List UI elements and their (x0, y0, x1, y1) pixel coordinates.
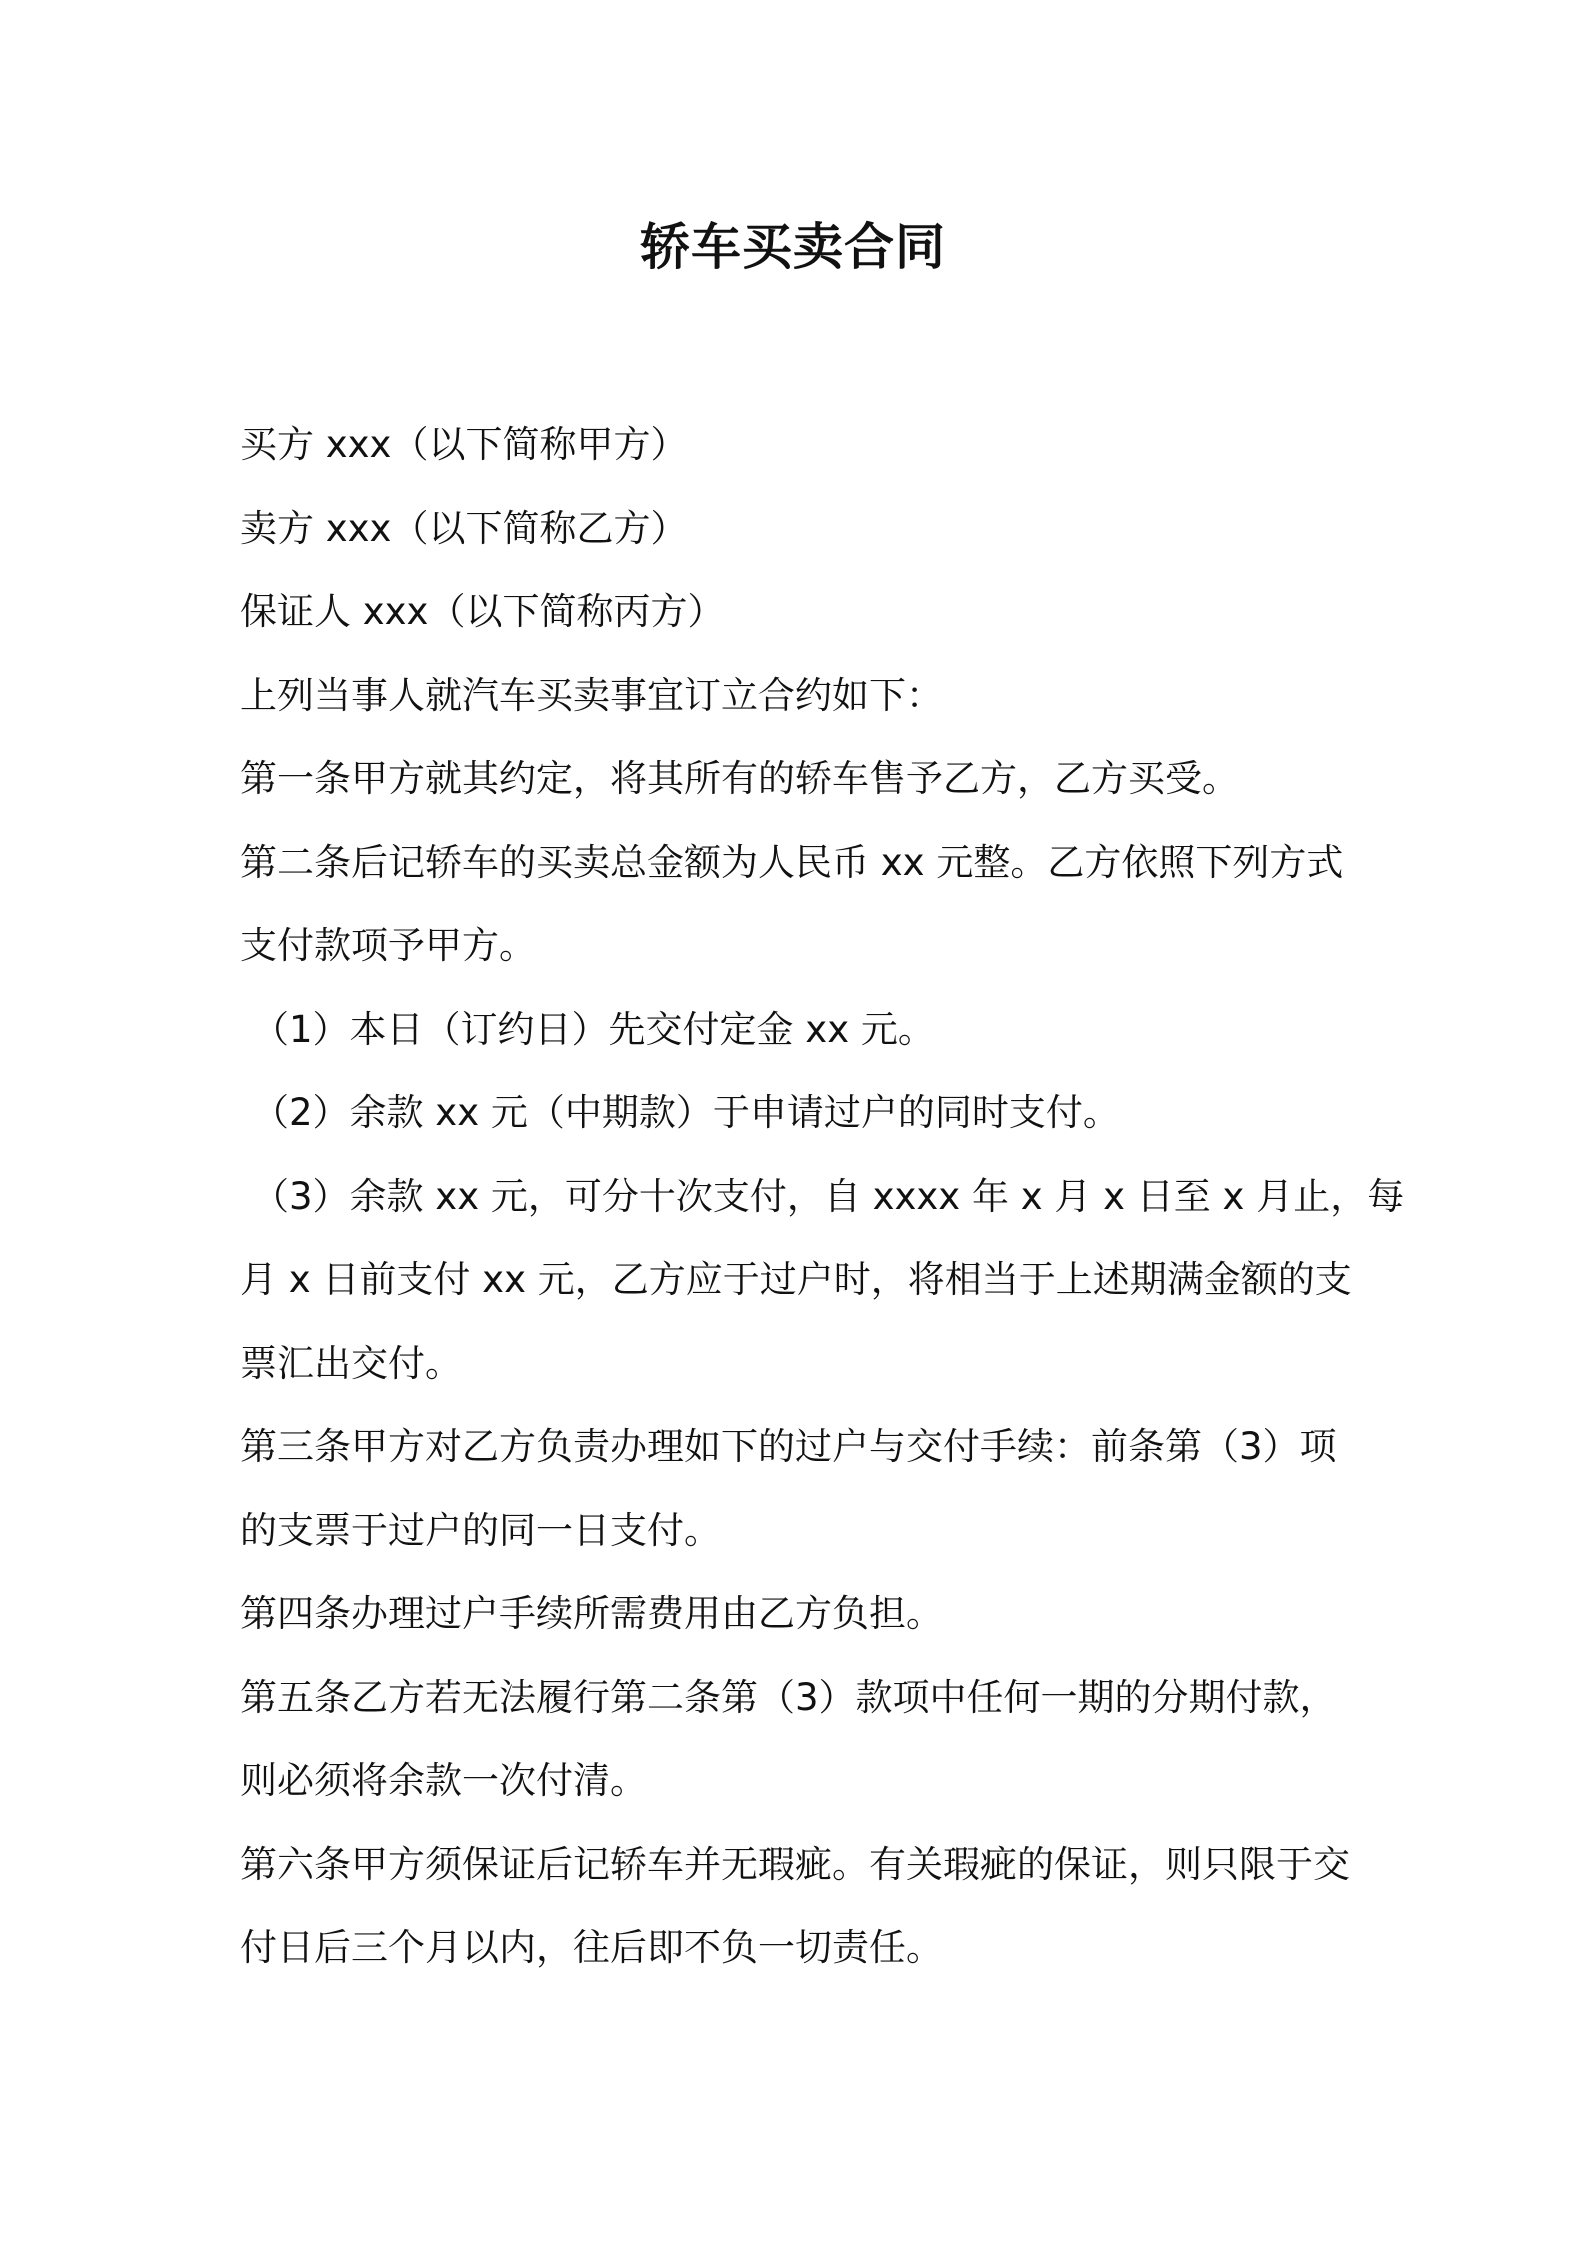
article-4: 第四条办理过户手续所需费用由乙方负担。 (240, 1592, 943, 1635)
contract-body (240, 403, 1405, 1990)
buyer-line: 买方 xxx（以下简称甲方） (240, 423, 688, 466)
article-5-line-2: 则必须将余款一次付清。 (240, 1759, 647, 1802)
article-2-line-2: 支付款项予甲方。 (240, 924, 536, 967)
article-6-line-1: 第六条甲方须保证后记轿车并无瑕疵。有关瑕疵的保证，则只限于交 (240, 1842, 1350, 1886)
article-3-line-1: 第三条甲方对乙方负责办理如下的过户与交付手续：前条第（3）项 (240, 1425, 1337, 1468)
article-6-line-2: 付日后三个月以内，往后即不负一切责任。 (240, 1926, 943, 1969)
article-2-line-1: 第二条后记轿车的买卖总金额为人民币 xx 元整。乙方依照下列方式 (240, 840, 1344, 884)
article-5-line-1: 第五条乙方若无法履行第二条第（3）款项中任何一期的分期付款， (240, 1675, 1337, 1719)
payment-item-3-line-3: 票汇出交付。 (240, 1341, 462, 1385)
payment-item-3-line-1: （3）余款 xx 元，可分十次支付，自 xxxx 年 x 月 x 日至 x 月止，每 (252, 1174, 1405, 1218)
article-1: 第一条甲方就其约定，将其所有的轿车售予乙方，乙方买受。 (240, 757, 1239, 800)
seller-line: 卖方 xxx（以下简称乙方） (240, 506, 688, 550)
payment-item-2: （2）余款 xx 元（中期款）于申请过户的同时支付。 (252, 1091, 1120, 1134)
guarantor-line: 保证人 xxx（以下简称丙方） (240, 590, 725, 633)
intro-line: 上列当事人就汽车买卖事宜订立合约如下： (240, 673, 943, 717)
payment-item-3-line-2: 月 x 日前支付 xx 元，乙方应于过户时，将相当于上述期满金额的支 (240, 1258, 1352, 1301)
document-title: 轿车买卖合同 (640, 218, 946, 276)
payment-item-1: （1）本日（订约日）先交付定金 xx 元。 (252, 1007, 935, 1051)
article-3-line-2: 的支票于过户的同一日支付。 (240, 1508, 721, 1552)
